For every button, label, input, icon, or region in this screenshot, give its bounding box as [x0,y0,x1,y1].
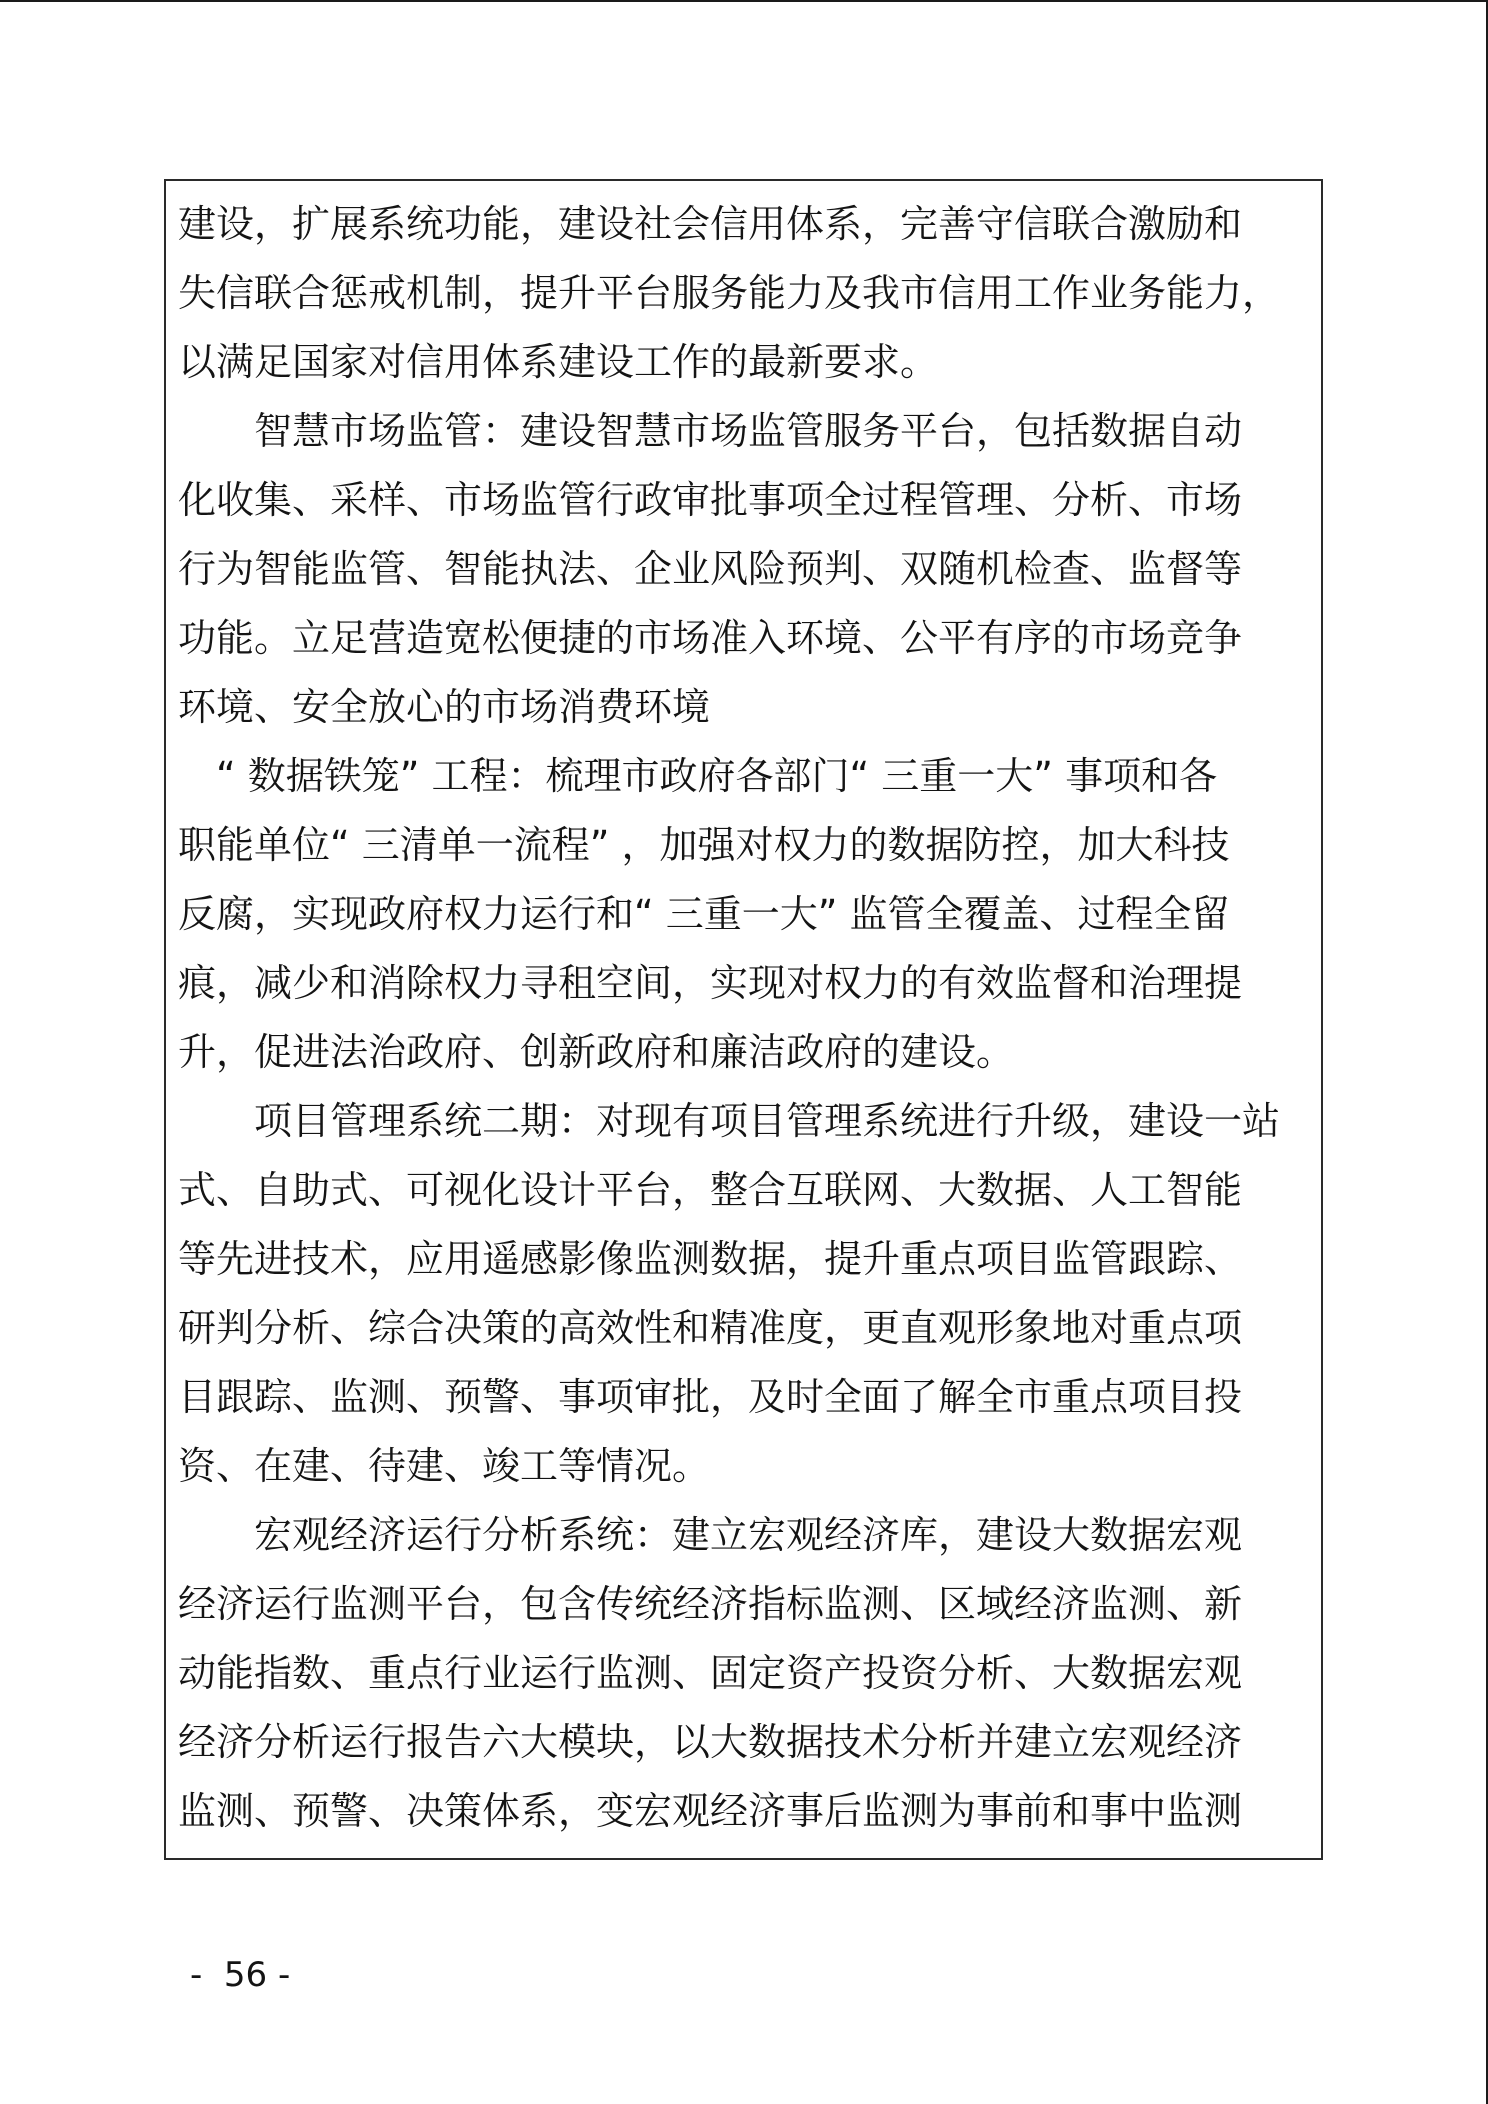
text-line: 动能指数、重点行业运行监测、固定资产投资分析、大数据宏观 [178,1651,1243,1695]
top-border-rule [0,0,1488,2]
text-line: 以满足国家对信用体系建设工作的最新要求。 [178,340,939,384]
text-line: 宏观经济运行分析系统：建立宏观经济库，建设大数据宏观 [178,1513,1243,1557]
text-line: 等先进技术，应用遥感影像监测数据，提升重点项目监管跟踪、 [178,1237,1243,1281]
text-line: 环境、安全放心的市场消费环境 [178,685,711,729]
text-line: 反腐，实现政府权力运行和“ 三重一大” 监管全覆盖、过程全留 [178,892,1230,936]
text-line: 职能单位“ 三清单一流程” ，加强对权力的数据防控，加大科技 [178,823,1230,867]
text-line: 式、自助式、可视化设计平台，整合互联网、大数据、人工智能 [178,1168,1243,1212]
text-line: 项目管理系统二期：对现有项目管理系统进行升级，建设一站 [178,1099,1281,1143]
text-line: 功能。立足营造宽松便捷的市场准入环境、公平有序的市场竞争 [178,616,1243,660]
text-line: 智慧市场监管：建设智慧市场监管服务平台，包括数据自动 [178,409,1243,453]
text-line: 经济分析运行报告六大模块，以大数据技术分析并建立宏观经济 [178,1720,1243,1764]
text-line: 行为智能监管、智能执法、企业风险预判、双随机检查、监督等 [178,547,1243,591]
page-number: - 56 - [190,1955,291,1995]
text-line: 经济运行监测平台，包含传统经济指标监测、区域经济监测、新 [178,1582,1243,1626]
text-line: 化收集、采样、市场监管行政审批事项全过程管理、分析、市场 [178,478,1243,522]
text-line: 资、在建、待建、竣工等情况。 [178,1444,711,1488]
text-line: 监测、预警、决策体系，变宏观经济事后监测为事前和事中监测 [178,1789,1243,1833]
text-line: “ 数据铁笼” 工程：梳理市政府各部门“ 三重一大” 事项和各 [178,754,1218,798]
text-line: 目跟踪、监测、预警、事项审批，及时全面了解全市重点项目投 [178,1375,1243,1419]
text-line: 升，促进法治政府、创新政府和廉洁政府的建设。 [178,1030,1015,1074]
text-line: 痕，减少和消除权力寻租空间，实现对权力的有效监督和治理提 [178,961,1243,1005]
text-line: 研判分析、综合决策的高效性和精准度，更直观形象地对重点项 [178,1306,1243,1350]
text-line: 失信联合惩戒机制，提升平台服务能力及我市信用工作业务能力， [178,271,1281,315]
text-line: 建设，扩展系统功能，建设社会信用体系，完善守信联合激励和 [178,202,1243,246]
